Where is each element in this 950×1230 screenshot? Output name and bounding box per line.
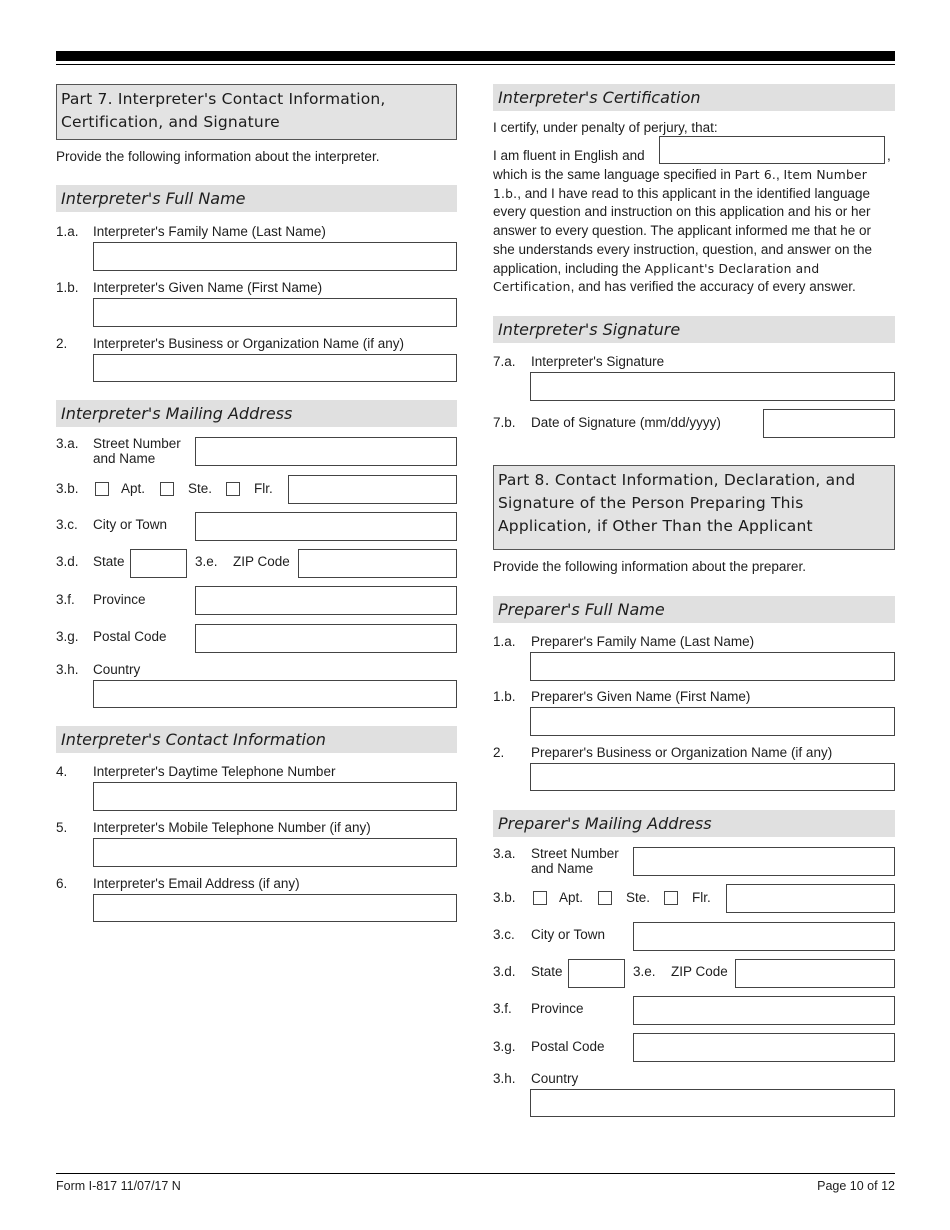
email-label: Interpreter's Email Address (if any) [93,876,300,891]
preparer-family-name-label: Preparer's Family Name (Last Name) [531,634,755,649]
state-label: State [93,554,125,569]
interpreter-country-field[interactable] [93,680,457,708]
part7-title-line2: Certification, and Signature [61,113,280,131]
province-label: Province [531,1001,584,1016]
cert-ref-part: Part 6. [734,168,776,182]
item-number: 1.b. [493,689,516,704]
language-field[interactable] [659,136,885,164]
fluent-label: I am fluent in English and [493,148,645,163]
ste-checkbox[interactable] [598,891,612,905]
fluent-comma: , [887,148,891,163]
interpreter-daytime-phone-field[interactable] [93,782,457,811]
interpreter-family-name-field[interactable] [93,242,457,271]
street-label [93,436,181,466]
flr-label: Flr. [692,890,711,905]
daytime-phone-label: Interpreter's Daytime Telephone Number [93,764,336,779]
street-label-line1: Street Number [531,846,619,861]
interpreter-business-field[interactable] [93,354,457,382]
interpreter-email-field[interactable] [93,894,457,922]
certification-paragraph [493,166,895,297]
preparer-city-field[interactable] [633,922,895,951]
item-number: 6. [56,876,68,891]
country-label: Country [531,1071,579,1086]
preparer-postal-field[interactable] [633,1033,895,1062]
cert-text: , and I have read to this applicant in the identified language every question and instruction on this application and his or her answer to every question. The applicant informed me that he or she understands every instruction, question, and answer on the application, including the [493,185,872,276]
city-label: City or Town [93,517,168,532]
preparer-state-field[interactable] [568,959,625,988]
item-number: 5. [56,820,68,835]
preparer-mailing-address-heading: Preparer's Mailing Address [493,810,895,837]
page-number: Page 10 of 12 [817,1179,895,1193]
interpreter-unit-number-field[interactable] [288,475,457,504]
city-label: City or Town [531,927,606,942]
item-number: 3.a. [493,846,516,861]
header-rule-thick [56,51,895,61]
interpreter-business-label: Interpreter's Business or Organization Name (if any) [93,336,404,351]
item-number: 1.b. [56,280,79,295]
item-number: 3.g. [56,629,79,644]
street-label [531,846,619,876]
interpreter-mobile-phone-field[interactable] [93,838,457,867]
interpreter-city-field[interactable] [195,512,457,541]
item-number: 3.e. [633,964,656,979]
mobile-phone-label: Interpreter's Mobile Telephone Number (if any) [93,820,371,835]
item-number: 3.c. [56,517,78,532]
cert-ref-item: Item Number [783,168,867,182]
part8-title-line1: Part 8. Contact Information, Declaration, and [498,471,856,489]
interpreter-postal-field[interactable] [195,624,457,653]
item-number: 4. [56,764,68,779]
part7-title [56,84,457,140]
interpreter-state-field[interactable] [130,549,187,578]
preparer-full-name-heading: Preparer's Full Name [493,596,895,623]
item-number: 3.h. [56,662,79,677]
ste-label: Ste. [626,890,651,905]
province-label: Province [93,592,146,607]
preparer-business-label: Preparer's Business or Organization Name (if any) [531,745,833,760]
ste-label: Ste. [188,481,213,496]
ste-checkbox[interactable] [160,482,174,496]
item-number: 3.d. [56,554,79,569]
part7-title-line1: Part 7. Interpreter's Contact Information, [61,90,386,108]
part8-title-line2: Signature of the Person Preparing This [498,494,804,512]
item-number: 3.b. [56,481,79,496]
interpreter-full-name-heading: Interpreter's Full Name [56,185,457,212]
item-number: 1.a. [493,634,516,649]
zip-label: ZIP Code [671,964,728,979]
interpreter-family-name-label: Interpreter's Family Name (Last Name) [93,224,326,239]
certification-intro: I certify, under penalty of perjury, that: [493,120,718,135]
flr-label: Flr. [254,481,273,496]
interpreter-given-name-field[interactable] [93,298,457,327]
preparer-family-name-field[interactable] [530,652,895,681]
preparer-street-field[interactable] [633,847,895,876]
state-label: State [531,964,563,979]
preparer-zip-field[interactable] [735,959,895,988]
item-number: 3.e. [195,554,218,569]
item-number: 7.b. [493,415,516,430]
part8-intro: Provide the following information about the preparer. [493,559,806,574]
postal-label: Postal Code [531,1039,605,1054]
flr-checkbox[interactable] [226,482,240,496]
item-number: 1.a. [56,224,79,239]
cert-text: , [775,167,784,182]
interpreter-signature-heading: Interpreter's Signature [493,316,895,343]
item-number: 3.a. [56,436,79,451]
interpreter-mailing-address-heading: Interpreter's Mailing Address [56,400,457,427]
signature-label: Interpreter's Signature [531,354,665,369]
cert-ref-declaration: Applicant's Declaration and Certification [493,261,820,295]
street-label-line2: and Name [93,451,156,466]
preparer-given-name-field[interactable] [530,707,895,736]
country-label: Country [93,662,141,677]
street-label-line1: Street Number [93,436,181,451]
item-number: 3.c. [493,927,515,942]
apt-checkbox[interactable] [533,891,547,905]
zip-label: ZIP Code [233,554,290,569]
header-rule-thin [56,64,895,65]
part8-title-line3: Application, if Other Than the Applicant [498,517,813,535]
form-identifier: Form I-817 11/07/17 N [56,1179,181,1193]
item-number: 3.f. [56,592,75,607]
footer-rule [56,1173,895,1174]
date-of-signature-field[interactable] [763,409,895,438]
interpreter-given-name-label: Interpreter's Given Name (First Name) [93,280,323,295]
street-label-line2: and Name [531,861,594,876]
item-number: 2. [493,745,505,760]
cert-text: which is the same language specified in [493,167,735,182]
item-number: 3.b. [493,890,516,905]
item-number: 2. [56,336,68,351]
date-of-signature-label: Date of Signature (mm/dd/yyyy) [531,415,721,430]
cert-ref-item-number: 1.b. [493,186,518,201]
item-number: 3.g. [493,1039,516,1054]
interpreter-signature-field[interactable] [530,372,895,401]
interpreter-certification-heading: Interpreter's Certification [493,84,895,111]
interpreter-street-field[interactable] [195,437,457,466]
interpreter-province-field[interactable] [195,586,457,615]
interpreter-zip-field[interactable] [298,549,457,578]
part8-title [493,465,895,550]
preparer-given-name-label: Preparer's Given Name (First Name) [531,689,751,704]
apt-label: Apt. [559,890,584,905]
interpreter-contact-heading: Interpreter's Contact Information [56,726,457,753]
cert-text: , and has verified the accuracy of every answer. [570,279,856,295]
part7-intro: Provide the following information about the interpreter. [56,149,380,164]
apt-checkbox[interactable] [95,482,109,496]
item-number: 3.d. [493,964,516,979]
flr-checkbox[interactable] [664,891,678,905]
item-number: 7.a. [493,354,516,369]
preparer-province-field[interactable] [633,996,895,1025]
preparer-country-field[interactable] [530,1089,895,1117]
preparer-unit-number-field[interactable] [726,884,895,913]
preparer-business-field[interactable] [530,763,895,791]
apt-label: Apt. [121,481,146,496]
item-number: 3.h. [493,1071,516,1086]
item-number: 3.f. [493,1001,512,1016]
postal-label: Postal Code [93,629,167,644]
